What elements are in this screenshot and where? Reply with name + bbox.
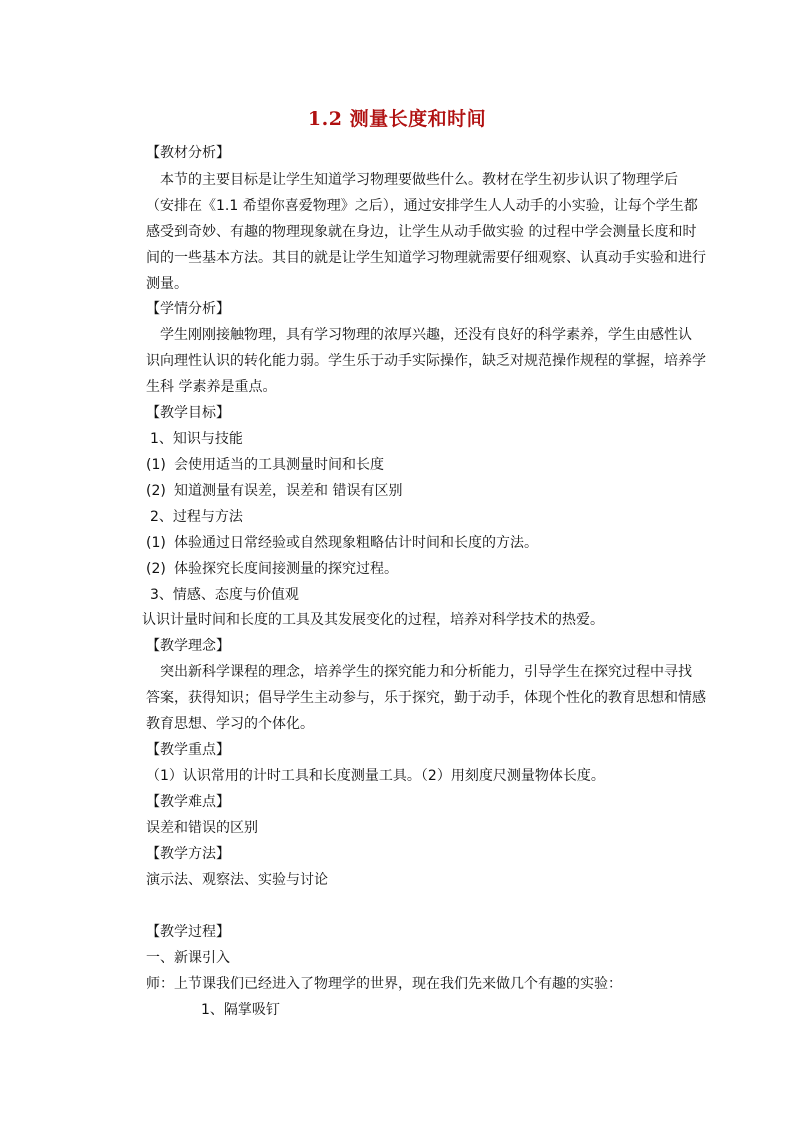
difficulty-text: 误差和错误的区别 <box>146 820 258 836</box>
method-heading: 【教学方法】 <box>146 846 230 862</box>
goal3-title: 3、情感、态度与价值观 <box>150 587 299 603</box>
item-number: (2) <box>146 561 166 577</box>
item-number: (2) <box>146 483 166 499</box>
concept-heading: 【教学理念】 <box>146 638 230 654</box>
analysis-line: 本节的主要目标是让学生知道学习物理要做些什么。教材在学生初步认识了物理学后 <box>160 172 678 188</box>
goal2-title: 2、过程与方法 <box>150 509 243 525</box>
learner-line: 学生刚刚接触物理，具有学习物理的浓厚兴趣，还没有良好的科学素养，学生由感性认 <box>160 327 692 343</box>
analysis-line: 感受到奇妙、有趣的物理现象就在身边，让学生从动手做实验 的过程中学会测量长度和时 <box>146 224 697 240</box>
concept-line: 答案，获得知识；倡导学生主动参与，乐于探究，勤于动手，体现个性化的教育思想和情感 <box>146 690 706 706</box>
method-text: 演示法、观察法、实验与讨论 <box>146 872 328 888</box>
learner-line: 识向理性认识的转化能力弱。学生乐于动手实际操作，缺乏对规范操作规程的掌握，培养学 <box>146 353 706 369</box>
concept-line: 教育思想、学习的个体化。 <box>146 716 314 732</box>
learner-line: 生科 学素养是重点。 <box>146 379 277 395</box>
goal1-item-1 <box>146 456 384 474</box>
item-text: 会使用适当的工具测量时间和长度 <box>174 457 384 473</box>
analysis-heading: 【教材分析】 <box>146 145 230 161</box>
learner-heading: 【学情分析】 <box>146 301 230 317</box>
goal2-item-1 <box>146 534 538 552</box>
goal1-title: 1、知识与技能 <box>150 431 243 447</box>
process-heading: 【教学过程】 <box>146 924 230 940</box>
process-subheading: 一、新课引入 <box>146 950 230 966</box>
page-title: 1.2 测量长度和时间 <box>307 108 487 130</box>
item-text: 体验通过日常经验或自然现象粗略估计时间和长度的方法。 <box>174 535 538 551</box>
analysis-line: （安排在《1.1 希望你喜爱物理》之后），通过安排学生人人动手的小实验，让每个学生都 <box>146 198 698 214</box>
key-text: （1）认识常用的计时工具和长度测量工具。（2）用刻度尺测量物体长度。 <box>146 768 605 784</box>
analysis-line: 间的一些基本方法。其目的就是让学生知道学习物理就需要仔细观察、认真动手实验和进行 <box>146 250 706 266</box>
process-item: 1、隔掌吸钉 <box>201 1002 280 1018</box>
item-number: (1) <box>146 535 166 551</box>
item-text: 体验探究长度间接测量的探究过程。 <box>174 561 398 577</box>
process-teacher-line: 师：上节课我们已经进入了物理学的世界，现在我们先来做几个有趣的实验： <box>146 976 622 992</box>
concept-line: 突出新科学课程的理念，培养学生的探究能力和分析能力，引导学生在探究过程中寻找 <box>160 664 692 680</box>
difficulty-heading: 【教学难点】 <box>146 794 230 810</box>
goal1-item-2 <box>146 482 402 500</box>
analysis-line: 测量。 <box>146 276 188 292</box>
key-heading: 【教学重点】 <box>146 742 230 758</box>
goal3-text: 认识计量时间和长度的工具及其发展变化的过程，培养对科学技术的热爱。 <box>142 612 604 628</box>
item-text: 知道测量有误差，误差和 错误有区别 <box>174 483 403 499</box>
goal2-item-2 <box>146 560 398 578</box>
goals-heading: 【教学目标】 <box>146 405 230 421</box>
item-number: (1) <box>146 457 166 473</box>
